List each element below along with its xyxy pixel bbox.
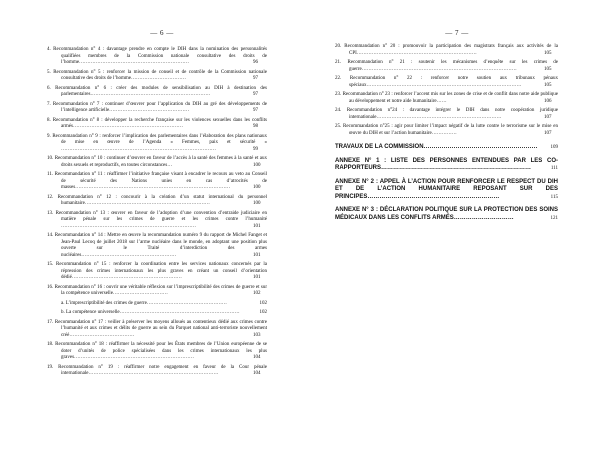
toc-entry-text: 18. Recommandation n° 18 : réaffirmer la nécessité pour les États membres de l’Union européenne de se doter d’unités de police spécialisées dans les crimes internationaux les plus graves………………………………………………………………: [47, 342, 267, 360]
toc-entry[interactable]: [47, 156, 267, 169]
toc-section-text: ANNEXE N° 1 : LISTE DES PERSONNES ENTENDUES PAR LES CO-RAPPORTEURS…………………………………………………………………: [335, 157, 558, 171]
toc-entry[interactable]: [47, 70, 267, 83]
toc-section-text: ANNEXE N° 2 : APPEL À L’ACTION POUR RENFORCER LE RESPECT DU DIH ET DE L’ACTION HUMANITAIRE REPOSANT SUR DES PRINCIPES…………………………………………………………: [335, 178, 558, 200]
toc-section-travaux[interactable]: [335, 144, 558, 152]
toc-entry[interactable]: [47, 134, 267, 154]
toc-entry-page: 107: [557, 115, 558, 122]
toc-entry-text: 16. Recommandation n° 16 : ouvrir une véritable réflexion sur l’imprescriptibilité des crimes de guerre et sur la compétence universelle……………………………: [47, 284, 267, 296]
toc-entry[interactable]: [335, 60, 558, 73]
table-of-contents: [335, 44, 558, 222]
toc-entry-text: 10. Recommandation n° 10 : continuer d’œuvrer en faveur de l’accès à la santé des femmes à la santé et aux droits sexuels et reproductifs, en toutes circonstances…: [47, 156, 267, 168]
toc-entry-text: b. La compétence universelle………………………………………………………………: [61, 310, 240, 315]
toc-entry-page: 102: [259, 300, 267, 306]
toc-entry-page: 103: [266, 333, 267, 340]
toc-section-annexe-3[interactable]: [335, 207, 558, 222]
toc-entry-page: 102: [259, 310, 267, 315]
toc-entry-page: 104: [266, 371, 267, 378]
toc-entry-text: 6. Recommandation n° 6 : créer des modules de sensibilisation au DIH à destination des parlementaires………………………………………………………………: [47, 85, 267, 97]
toc-entry-text: 15. Recommandation n° 15 : renforcer la coordination entre les services nationaux concernés par la répression des crimes internationaux les plus graves en créant un conseil d’orientation dédié…………………………………………………………: [47, 262, 267, 280]
toc-entry[interactable]: [335, 44, 558, 57]
toc-entry-page: 101: [266, 253, 267, 260]
toc-entry-text: 22. Recommandation n° 22 : renforcer notre soutien aux tribunaux pénaux spéciaux…………………………………………………………………………………: [335, 76, 558, 88]
toc-entry-text: 11. Recommandation n° 11 : réaffirmer l’initiative française visant à encadrer le recours au veto au Conseil de sécurité des Nations unies en cas d’atrocités de masses…………………………………………………………………………………: [47, 172, 267, 190]
toc-entry[interactable]: [335, 76, 558, 89]
toc-entry[interactable]: [47, 285, 267, 298]
toc-entry-text: 21. Recommandation n° 21 : soutenir les mécanismes d’enquête sur les crimes de guerre…………………………………………………………………………………: [335, 60, 558, 72]
toc-section-page: 121: [550, 215, 558, 221]
toc-subentry[interactable]: [47, 301, 267, 308]
toc-entry-page: 101: [266, 224, 267, 231]
toc-entry-page: 105: [557, 67, 558, 74]
toc-entry[interactable]: [335, 108, 558, 121]
page-number: — 7 —: [445, 29, 469, 37]
toc-section-annexe-2[interactable]: [335, 179, 558, 202]
toc-entry-text: 14. Recommandation n° 14 : Mettre en œuvre la recommandation numéro 9 du rapport de Michel Fanget et Jean-Paul Lecoq de juillet 2018 sur l’arme nucléaire dans le monde, en adoptant une position plus ouverte sur le Traité d’interdiction des armes nucléaires…………………………………………………: [47, 233, 267, 258]
toc-entry[interactable]: [335, 92, 558, 105]
toc-entry-text: 13. Recommandation n° 13 : œuvrer en faveur de l’adoption d’une convention d’entraide judiciaire en matière pénale sur les crimes de guerre et les crimes contre l’humanité ………………………………………………………………………: [47, 210, 267, 229]
toc-entry-page: 97: [266, 92, 267, 99]
toc-entry[interactable]: [47, 195, 267, 208]
toc-entry[interactable]: [47, 86, 267, 99]
toc-entry-page: 104: [266, 355, 267, 362]
toc-entry[interactable]: [47, 172, 267, 192]
toc-entry[interactable]: [47, 102, 267, 115]
toc-entry-text: 12. Recommandation n° 12 : concourir à la création d’un statut international du personnel humanitaire…………………………………………………………………: [47, 194, 267, 206]
toc-entry[interactable]: [47, 47, 267, 67]
toc-entry-page: 105: [557, 83, 558, 90]
toc-entry[interactable]: [47, 365, 267, 378]
toc-entry-page: 96: [266, 60, 267, 67]
toc-section-text: TRAVAUX DE LA COMMISSION…………………………………………………: [335, 144, 538, 150]
toc-entry-text: 25. Recommandation n°25 : agir pour limiter l’impact négatif de la lutte contre le terrorisme sur le mise en œuvre du DIH et sur l’action humanitaire……………: [335, 124, 558, 136]
toc-entry-page: 98: [266, 124, 267, 131]
toc-entry-page: 105: [557, 51, 558, 58]
toc-entry-page: 100: [266, 163, 267, 170]
toc-entry-text: 17. Recommandation n° 17 : veiller à préserver les moyens alloués au contentieux dédié aux crimes contre l’humanité et aux crimes et délits de guerre au sein du Parquet national anti-terroriste nouvellement créé…………………………………: [47, 319, 267, 338]
toc-entry-page: 99: [266, 147, 267, 154]
toc-section-page: 109: [550, 145, 558, 150]
toc-entry[interactable]: [47, 342, 267, 362]
toc-entry-text: 23. Recommandation n° 23 : renforcer l’accent mis sur les zones de crise et de conflit dans notre aide publique au développement et notre aide humanitaire……: [335, 92, 558, 104]
toc-entry-page: 107: [557, 131, 558, 138]
toc-entry-page: 97: [266, 108, 267, 115]
toc-entry-page: 100: [266, 201, 267, 208]
toc-entry-page: 106: [557, 99, 558, 106]
toc-entry[interactable]: [47, 118, 267, 131]
toc-entry[interactable]: [47, 211, 267, 231]
toc-entry-page: 97: [266, 76, 267, 83]
toc-entry-text: 4. Recommandation n° 4 : davantage prendre en compte le DIH dans la nomination des personnalités qualifiées membres de la Commission nationale consultative des droits de l’homme…………………………………………………………: [47, 47, 267, 65]
toc-subentry[interactable]: [47, 310, 267, 317]
toc-entry-text: 9. Recommandation n° 9 : renforcer l’implication des parlementaires dans l’élaboration des plans nationaux de mise en œuvre de l’Agenda « Femmes, paix et sécurité » …………………………………………………………………………………: [47, 133, 267, 152]
toc-section-text: ANNEXE N° 3 : DÉCLARATION POLITIQUE SUR LA PROTECTION DES SOINS MÉDICAUX DANS LES CONFLITS ARMÉS…………………………: [335, 207, 558, 221]
toc-entry-page: 100: [266, 185, 267, 192]
toc-section-annexe-1[interactable]: [335, 158, 558, 173]
toc-entry-text: 24. Recommandation n°24 : davantage intégrer le DIH dans notre coopération juridique internationale…………………………………………………………………: [335, 108, 558, 120]
toc-entry[interactable]: [335, 124, 558, 137]
toc-entry-text: 20. Recommandation n° 20 : promouvoir la participation des magistrats français aux activités de la CPI………………………………………………………………: [335, 44, 558, 56]
toc-entry-text: 7. Recommandation n° 7 : continuer d’œuvrer pour l’application du DIH au gré des développements de l’intelligence artificielle…………………………………………: [47, 101, 267, 113]
toc-entry[interactable]: [47, 320, 267, 340]
toc-entry-text: 5. Recommandation n° 5 : renforcer la mission de conseil et de contrôle de la Commission nationale consultative des droits de l’homme……………………………: [47, 69, 267, 81]
toc-entry-text: 19. Recommandation n° 19 : réaffirmer notre engagement en faveur de la Cour pénale internationale……………………………………………………………………: [47, 364, 267, 376]
toc-entry[interactable]: [47, 233, 267, 259]
table-of-contents: [47, 47, 267, 378]
toc-entry-page: 102: [266, 291, 267, 298]
page-number: — 6 —: [150, 29, 174, 37]
toc-entry[interactable]: [47, 262, 267, 282]
toc-entry-text: a. L’imprescriptibilité des crimes de guerre…………………………………………: [61, 300, 227, 306]
toc-entry-text: 8. Recommandation n° 8 : développer la recherche française sur les violences sexuelles dans les conflits armés…………………………………………………………: [47, 117, 267, 129]
toc-entry-page: 101: [266, 275, 267, 282]
right-page: [300, 0, 600, 449]
toc-section-page: 111: [550, 166, 558, 171]
toc-section-page: 115: [550, 194, 558, 200]
